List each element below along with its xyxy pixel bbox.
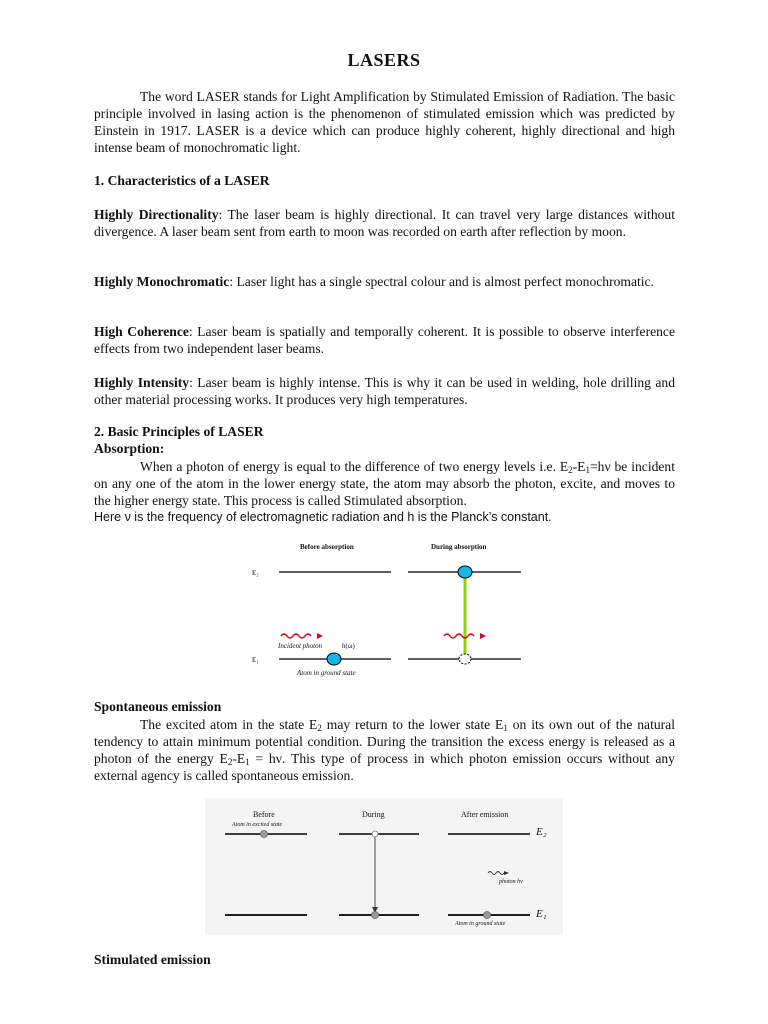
excited-atom — [261, 831, 268, 838]
stimulated-heading: Stimulated emission — [94, 952, 211, 967]
incident-photon-label: Incident photon — [278, 642, 323, 650]
vacated-excited-atom — [372, 831, 378, 837]
excited-atom — [458, 566, 472, 578]
section2-heading: 2. Basic Principles of LASER — [94, 424, 264, 439]
absorption-diagram — [245, 538, 535, 688]
ground-atom — [327, 653, 341, 665]
spontaneous-text: = hν. This type of process in which photon emission occurs without any external agency is called spontaneous emission. — [94, 751, 675, 783]
characteristic-text: : Laser beam is highly intense. This is why it can be used in welding, hole drilling and other material processing works. It produces very high temperatures. — [94, 375, 676, 407]
spontaneous-text: may return to the lower state E — [321, 717, 504, 732]
characteristic-term: High Coherence — [94, 324, 189, 339]
e2-label: E₂ — [536, 826, 547, 838]
vacated-ground-atom — [459, 654, 471, 664]
subscript: 1 — [245, 757, 250, 767]
characteristic-directionality — [94, 206, 675, 240]
section1-heading: 1. Characteristics of a LASER — [94, 173, 270, 188]
e1-label: E₁ — [536, 908, 547, 920]
characteristic-term: Highly Directionality — [94, 207, 219, 222]
spontaneous-heading: Spontaneous emission — [94, 699, 222, 714]
excited-state-label: Atom in excited state — [232, 822, 283, 828]
spontaneous-text: -E — [232, 751, 246, 766]
photon-energy-label: h(ω) — [342, 642, 355, 650]
before-label: Before — [253, 810, 275, 819]
characteristic-coherence — [94, 323, 675, 357]
ground-state-label: Atom in ground state — [455, 921, 506, 927]
subscript: 2 — [317, 723, 322, 733]
before-absorption-label: Before absorption — [300, 543, 354, 551]
spontaneous-text: on its own out of the natural tendency to attain minimum potential condition. During the transition the excess energy is released as a photon of the energy E — [94, 717, 675, 766]
spontaneous-text: The excited atom in the state E — [140, 717, 318, 732]
ground-atom — [484, 912, 491, 919]
absorption-text: -E — [572, 459, 586, 474]
characteristic-intensity — [94, 374, 675, 408]
characteristic-term: Highly Intensity — [94, 375, 190, 390]
characteristic-term: Highly Monochromatic — [94, 274, 230, 289]
characteristic-monochromatic — [94, 273, 675, 290]
characteristic-text: : The laser beam is highly directional. It can travel very large distances without divergence. A laser beam sent from earth to moon was recorded on earth after reflection by moon. — [94, 207, 675, 239]
characteristic-text: : Laser beam is spatially and temporally coherent. It is possible to observe interference effects from two independent laser beams. — [94, 324, 675, 356]
emitted-photon-arrowhead — [504, 871, 509, 875]
decayed-atom — [372, 912, 379, 919]
page-title: LASERS — [347, 50, 421, 70]
subscript: 1 — [585, 465, 590, 475]
during-absorption-label: During absorption — [431, 543, 487, 551]
after-emission-label: After emission — [461, 810, 509, 819]
spontaneous-paragraph — [94, 716, 675, 784]
e1-label: E₁ — [252, 656, 259, 664]
spontaneous-figure — [205, 798, 563, 935]
subscript: 2 — [227, 757, 233, 767]
absorption-note: Here ν is the frequency of electromagnetic radiation and h is the Planck’s constant. — [94, 510, 552, 524]
during-label: During — [362, 810, 385, 819]
absorption-heading: Absorption: — [94, 441, 165, 456]
characteristic-text: : Laser light has a single spectral colour and is almost perfect monochromatic. — [229, 274, 654, 289]
absorbed-photon-wave — [444, 634, 474, 638]
ground-state-label: Atom in ground state — [297, 669, 356, 677]
intro-paragraph: The word LASER stands for Light Amplification by Stimulated Emission of Radiation. The basic principle involved in lasing action is the phenomenon of stimulated emission which was predicted by Einstein in 1917. LASER is a device which can produce highly coherent, highly directional and high intense beam of monochromatic light. — [94, 89, 675, 155]
absorbed-photon-arrowhead — [480, 633, 486, 639]
emitted-photon-wave — [488, 872, 504, 875]
absorption-text: When a photon of energy is equal to the difference of two energy levels i.e. E — [140, 459, 569, 474]
absorption-figure — [245, 538, 535, 688]
incident-photon-arrowhead — [317, 633, 323, 639]
subscript: 2 — [568, 465, 573, 475]
absorption-text: =hν be incident on any one of the atom in the lower energy state, the atom may absorb the photon, excite, and moves to the higher energy state. This process is called Stimulated absorption. — [94, 459, 675, 508]
absorption-paragraph — [94, 458, 675, 509]
photon-label: photon hν — [499, 879, 523, 885]
subscript: 1 — [503, 723, 508, 733]
incident-photon-wave — [281, 634, 311, 638]
e2-label: E₂ — [252, 569, 259, 577]
